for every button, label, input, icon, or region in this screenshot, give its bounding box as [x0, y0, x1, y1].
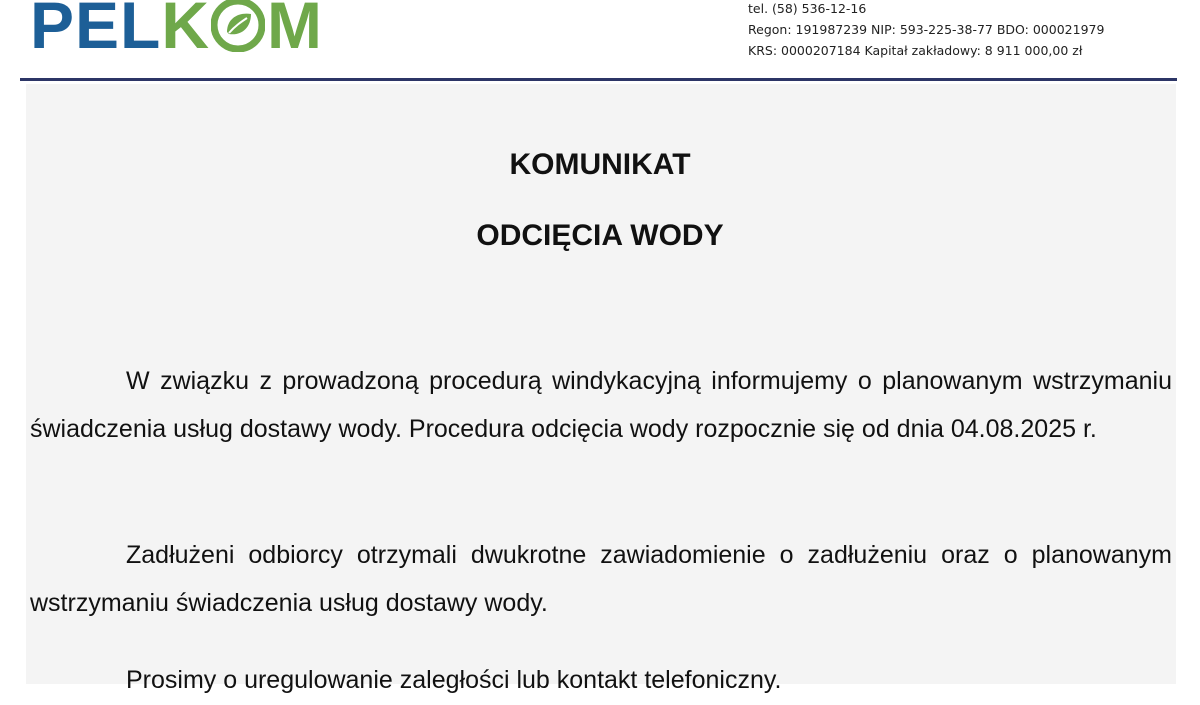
paragraph-3: Prosimy o uregulowanie zaległości lub kontakt telefoniczny.: [126, 666, 782, 694]
paragraph-1: W związku z prowadzoną procedurą windykacyjną informujemy o planowanym wstrzymaniu świadczenia usług dostawy wody. Procedura odcięcia wody rozpocznie się od dnia 04.08.2025 r.: [30, 367, 1172, 443]
company-krs: KRS: 0000207184 Kapitał zakładowy: 8 911 000,00 zł: [748, 43, 1083, 58]
letterhead: [0, 0, 1200, 80]
leaf-icon: [209, 0, 267, 58]
logo-text-m: M: [267, 0, 323, 62]
logo-text-pel: PEL: [30, 0, 162, 62]
company-phone: tel. (58) 536-12-16: [748, 1, 867, 16]
company-info: [748, 0, 1104, 61]
company-ids: Regon: 191987239 NIP: 593-225-38-77 BDO: 000021979: [748, 22, 1105, 37]
paragraph-2: Zadłużeni odbiorcy otrzymali dwukrotne zawiadomienie o zadłużeniu oraz o planowanym wstrzymaniu świadczenia usług dostawy wody.: [30, 541, 1172, 617]
document-title: KOMUNIKAT: [509, 148, 691, 181]
document-subtitle: ODCIĘCIA WODY: [476, 219, 724, 252]
header-divider: [20, 78, 1177, 81]
logo-text-k: K: [161, 0, 210, 62]
pelkom-logo: [30, 0, 323, 62]
